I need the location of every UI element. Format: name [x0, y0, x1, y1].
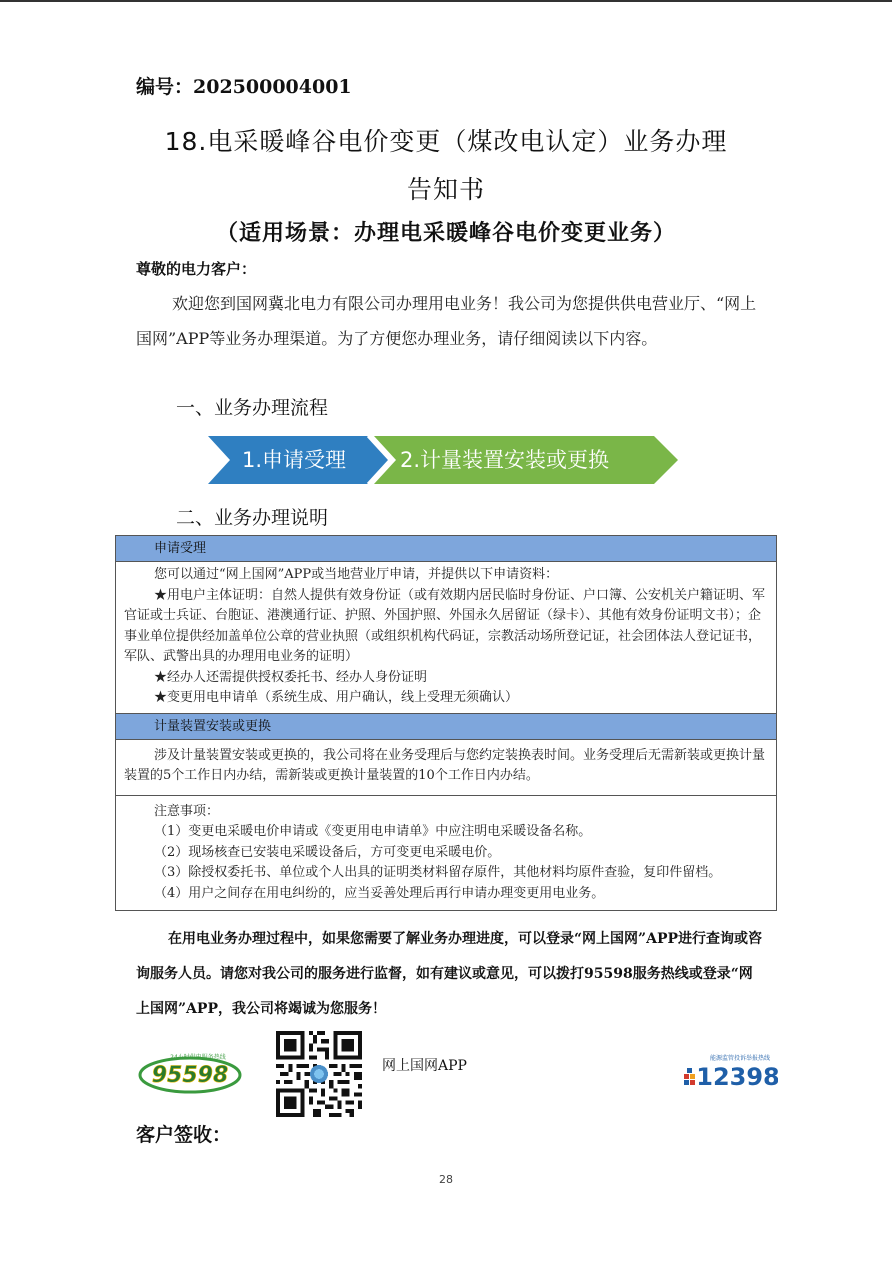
- page-title: 18.电采暖峰谷电价变更（煤改电认定）业务办理: [164, 127, 728, 156]
- meter-text: 涉及计量装置安装或更换的，我公司将在业务受理后与您约定装换表时间。业务受理后无需新装或更换计量装置的5个工作日内办结，需新装或更换计量装置的10个工作日内办结。: [124, 747, 766, 783]
- document-number: 编号：202500004001: [136, 76, 352, 98]
- apply-item-1: ★用电户主体证明：自然人提供有效身份证（或有效期内居民临时身份证、户口簿、公安机关户籍证明、军官证或士兵证、台胞证、港澳通行证、护照、外国护照、外国永久居留证（绿卡）、其他有效身份证明文书）；企事业单位提供经加盖单位公章的营业执照（或组织机构代码证，宗教活动场所登记证，社会团体法人登记证书，军队、武警出具的办理用电业务的证明）: [124, 587, 766, 664]
- meter-cell: [116, 740, 776, 796]
- section-instructions-heading: 二、业务办理说明: [176, 507, 329, 529]
- notes-title: 注意事项：: [154, 803, 220, 819]
- closing-paragraph: [136, 922, 766, 1027]
- table-header-apply: 申请受理: [116, 536, 776, 562]
- customer-signature-label: 客户签收：: [136, 1124, 232, 1146]
- note-1: （1）变更电采暖电价申请或《变更用电申请单》中应注明电采暖设备名称。: [154, 824, 592, 839]
- logo-95598-tagline: 24小时供电服务热线: [170, 1054, 226, 1061]
- top-border-line: [0, 0, 892, 2]
- apply-item-2: ★经办人还需提供授权委托书、经办人身份证明: [154, 669, 428, 685]
- apply-cell: [116, 562, 776, 714]
- salutation: 尊敬的电力客户：: [136, 260, 257, 278]
- note-4: （4）用户之间存在用电纠纷的，应当妥善处理后再行申请办理变更用电业务。: [154, 885, 605, 901]
- table-header-meter: 计量装置安装或更换: [116, 714, 776, 740]
- intro-paragraph: 欢迎您到国网冀北电力有限公司办理用电业务！我公司为您提供供电营业厅、“网上国网”APP等业务办理渠道。为了方便您办理业务，请仔细阅读以下内容。: [136, 294, 757, 348]
- note-2: （2）现场核查已安装电采暖设备后，方可变更电采暖电价。: [154, 844, 501, 860]
- applicable-scenario: （适用场景：办理电采暖峰谷电价变更业务）: [215, 220, 676, 246]
- closing-text: 在用电业务办理过程中，如果您需要了解业务办理进度，可以登录“网上国网”APP进行查询或咨询服务人员。请您对我公司的服务进行监督，如有建议或意见，可以拨打95598服务热线或登录“网上国网”APP，我公司将竭诚为您服务！: [136, 931, 763, 1017]
- page-number: 28: [439, 1173, 453, 1186]
- logo-12398-text: 12398: [696, 1063, 778, 1091]
- flow-step-2-label: 2.计量装置安装或更换: [400, 448, 610, 472]
- instructions-table: [115, 535, 777, 911]
- apply-item-3: ★变更用电申请单（系统生成、用户确认，线上受理无须确认）: [154, 690, 519, 705]
- notes-cell: [116, 796, 776, 911]
- page-subtitle: 告知书: [406, 175, 485, 204]
- logo-95598-text: 95598: [151, 1063, 229, 1088]
- qr-code: [276, 1031, 362, 1117]
- logo-12398-tagline: 能源监管投诉举报热线: [709, 1055, 771, 1062]
- hotline-95598-logo: [136, 1050, 244, 1095]
- apply-intro: 您可以通过“网上国网”APP或当地营业厅申请，并提供以下申请资料：: [154, 567, 559, 582]
- flow-step-1-label: 1.申请受理: [242, 448, 347, 472]
- app-label: 网上国网APP: [382, 1058, 467, 1074]
- hotline-12398-logo: [684, 1052, 778, 1092]
- process-flow: [208, 436, 680, 484]
- section-process-heading: 一、业务办理流程: [176, 397, 329, 419]
- note-3: （3）除授权委托书、单位或个人出具的证明类材料留存原件，其他材料均原件查验，复印件留档。: [154, 865, 722, 880]
